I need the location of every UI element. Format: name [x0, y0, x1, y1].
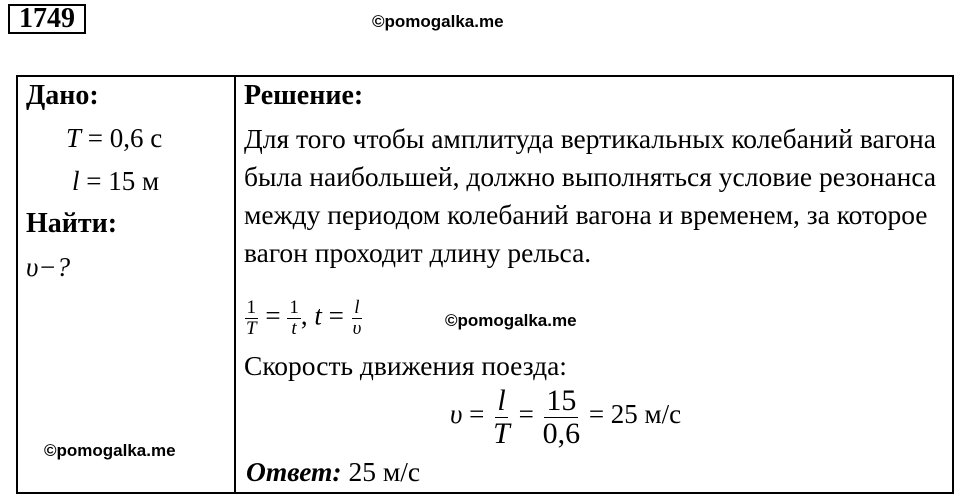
given-period — [66, 123, 162, 154]
speed-formula: υ = $\frac{l}{T}$ = $\frac{15}{0,6}$ = 25 м/с — [450, 384, 682, 450]
fraction-l-over-T: $\frac{l}{T}$ — [493, 384, 510, 450]
watermark-top: ©pomogalka.me — [372, 12, 504, 31]
given-length — [72, 166, 159, 197]
fraction-1-over-T: $\frac{1}{T}$ — [246, 297, 257, 339]
fraction-l-over-v: $\frac{l}{\upsilon}$ — [352, 297, 362, 339]
answer-label: Ответ: — [246, 456, 342, 487]
table-divider — [234, 75, 236, 494]
solution-title: Решение: — [244, 80, 364, 111]
answer-line — [246, 456, 420, 488]
resonance-formula: $\frac{1}{T}$ = $\frac{1}{t}$ , t = $\frac{l}{\upsilon}$ — [246, 297, 362, 339]
answer-value: 25 м/с — [348, 456, 421, 487]
period-value: = 0,6 с — [87, 123, 163, 153]
watermark-middle: ©pomogalka.me — [445, 311, 577, 330]
problem-number: 1749 — [8, 4, 86, 34]
speed-result: 25 м/с — [610, 399, 682, 430]
length-symbol: l — [72, 166, 80, 196]
find-title: Найти: — [26, 208, 118, 239]
speed-label: Скорость движения поезда: — [244, 350, 567, 381]
find-expression: υ−? — [26, 252, 71, 282]
watermark-left: ©pomogalka.me — [44, 441, 176, 460]
given-title: Дано: — [26, 80, 99, 111]
solution-paragraph: Для того чтобы амплитуда вертикальных колебаний вагона была наибольшей, должно выполняться условие резонанса между периодом колебаний вагона и временем, за которое вагон проходит длину рельса. — [244, 123, 937, 268]
period-symbol: T — [66, 123, 82, 153]
fraction-15-over-0-6: $\frac{15}{0,6}$ — [542, 384, 581, 450]
length-value: = 15 м — [86, 166, 160, 196]
fraction-1-over-t: $\frac{1}{t}$ — [289, 297, 299, 339]
